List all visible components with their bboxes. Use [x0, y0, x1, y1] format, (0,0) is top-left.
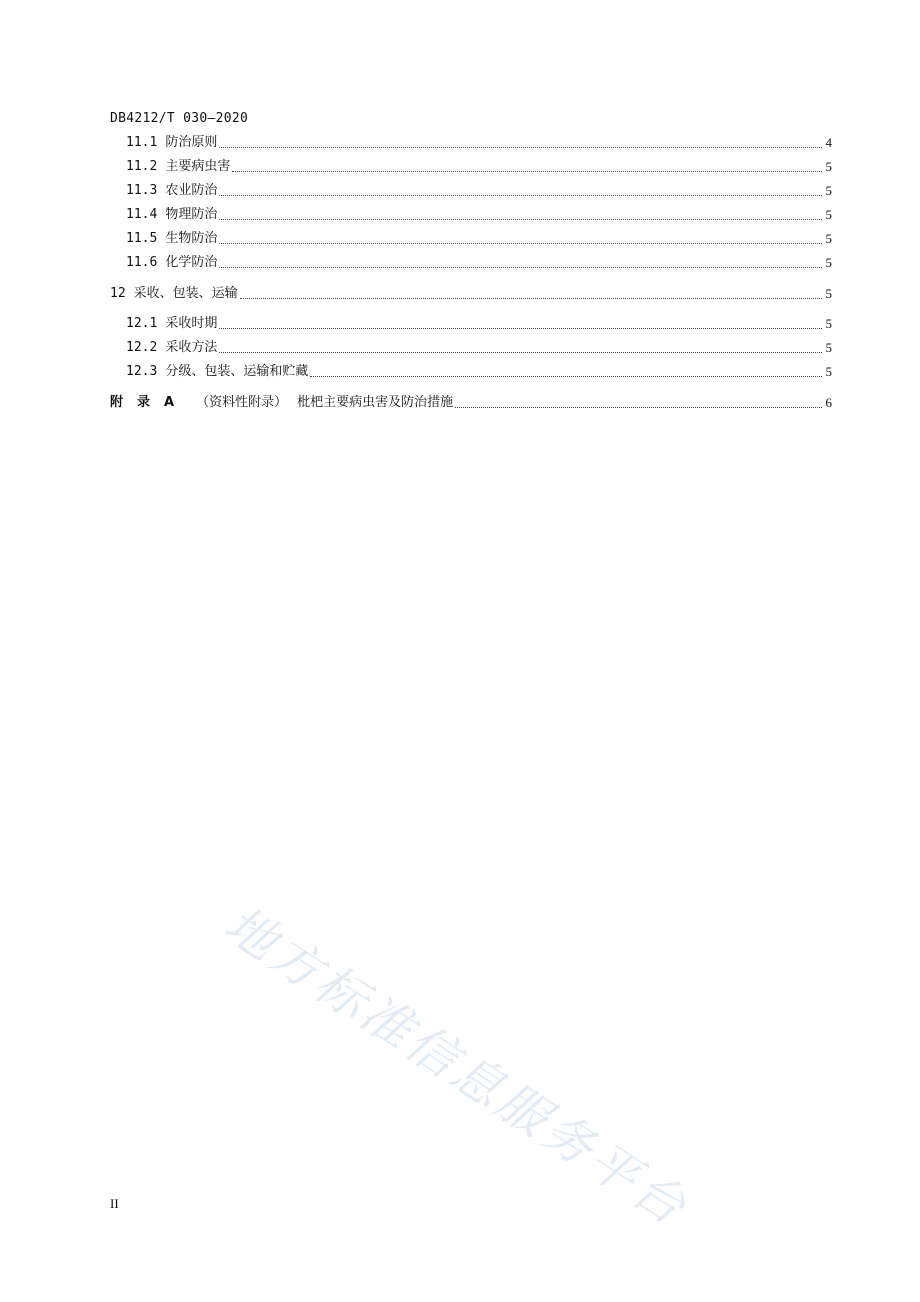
toc-item-title: 主要病虫害	[165, 159, 231, 174]
toc-leader-dots	[310, 375, 822, 377]
toc-leader-dots	[219, 327, 822, 329]
toc-leader-dots	[240, 297, 822, 299]
appendix-title: 枇杷主要病虫害及防治措施	[297, 395, 454, 410]
toc-item-number: 12.2	[126, 340, 158, 355]
toc-item-number: 11.3	[126, 183, 158, 198]
toc-item-page: 5	[825, 159, 832, 174]
toc-item-number: 11.2	[126, 159, 158, 174]
toc-leader-dots	[219, 266, 822, 268]
toc-item-11-2[interactable]	[110, 155, 832, 177]
toc-leader-dots	[219, 194, 822, 196]
appendix-letter: A	[164, 395, 175, 410]
toc-item-page: 5	[825, 183, 832, 198]
toc-leader-dots	[219, 242, 822, 244]
toc-item-title: 采收、包装、运输	[133, 286, 238, 301]
toc-item-12[interactable]	[110, 282, 832, 304]
toc-item-title: 分级、包装、运输和贮藏	[165, 364, 309, 379]
toc-item-title: 农业防治	[165, 183, 218, 198]
toc-item-page: 5	[825, 286, 832, 301]
toc-item-page: 5	[825, 255, 832, 270]
toc-item-number: 11.6	[126, 255, 158, 270]
toc-item-12-1[interactable]	[110, 312, 832, 334]
toc-item-page: 5	[825, 231, 832, 246]
appendix-type: （资料性附录）	[196, 395, 288, 410]
toc-item-11-3[interactable]	[110, 179, 832, 201]
toc-item-11-4[interactable]	[110, 203, 832, 225]
toc-item-number: 12.1	[126, 316, 158, 331]
toc-item-12-3[interactable]	[110, 360, 832, 382]
toc-item-page: 4	[825, 135, 832, 150]
toc-item-number: 12	[110, 286, 126, 301]
toc-item-appendix-a[interactable]	[110, 391, 832, 413]
toc-leader-dots	[455, 406, 822, 408]
toc-leader-dots	[219, 146, 822, 148]
watermark-text: 地方标准信息服务平台	[214, 895, 699, 1238]
toc-item-title: 物理防治	[165, 207, 218, 222]
toc-item-11-1[interactable]	[110, 131, 832, 153]
appendix-prefix: 附	[110, 395, 124, 410]
toc-item-page: 5	[825, 207, 832, 222]
toc-item-number: 12.3	[126, 364, 158, 379]
toc-item-title: 防治原则	[165, 135, 218, 150]
toc-item-page: 6	[825, 395, 832, 410]
toc-item-number: 11.5	[126, 231, 158, 246]
toc-item-number: 11.4	[126, 207, 158, 222]
toc-item-title: 采收时期	[165, 316, 218, 331]
toc-leader-dots	[232, 170, 822, 172]
toc-leader-dots	[219, 351, 822, 353]
toc-item-page: 5	[825, 364, 832, 379]
toc-item-page: 5	[825, 340, 832, 355]
toc-leader-dots	[219, 218, 822, 220]
toc-item-11-5[interactable]	[110, 227, 832, 249]
toc-item-12-2[interactable]	[110, 336, 832, 358]
document-code: DB4212/T 030—2020	[110, 111, 249, 126]
toc-item-11-6[interactable]	[110, 251, 832, 273]
toc-item-title: 采收方法	[165, 340, 218, 355]
toc-item-title: 化学防治	[165, 255, 218, 270]
page-number: II	[110, 1196, 119, 1211]
toc-item-number: 11.1	[126, 135, 158, 150]
appendix-prefix: 录	[137, 395, 151, 410]
toc-item-title: 生物防治	[165, 231, 218, 246]
toc-item-page: 5	[825, 316, 832, 331]
